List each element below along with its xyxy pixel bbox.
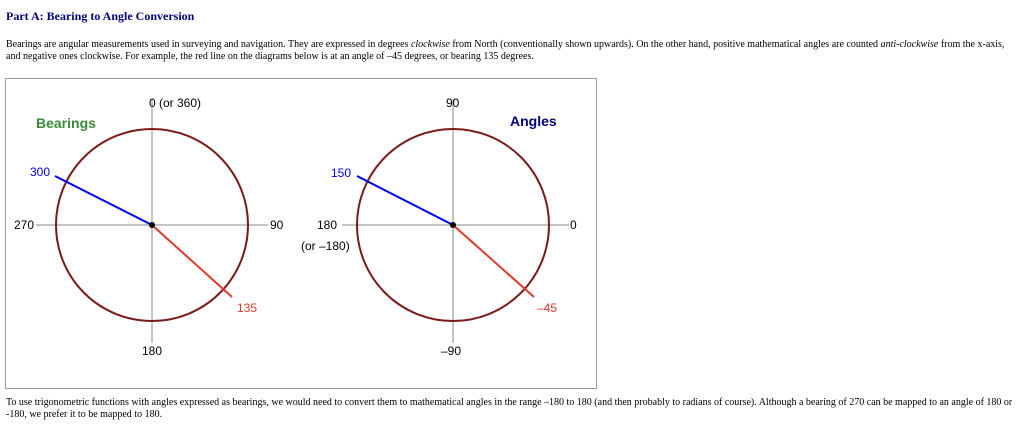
diagram-figure: [5, 78, 597, 389]
page-title: Part A: Bearing to Angle Conversion: [6, 9, 195, 23]
bearings-red-line: [152, 225, 232, 297]
diagram-svg: [6, 79, 596, 388]
bearings-diagram: [14, 96, 284, 358]
intro-text-2: from North (conventionally shown upwards). On the other hand, positive mathematical angles are counted: [449, 39, 881, 50]
bearings-blue-value: 300: [30, 165, 51, 179]
intro-emphasis-clockwise: clockwise: [410, 39, 450, 50]
angles-diagram: [301, 96, 577, 358]
angles-center-dot: [450, 222, 456, 228]
closing-paragraph: To use trigonometric functions with angles expressed as bearings, we would need to convert them to mathematical angles in the range –180 to 180 (and then probably to radians of course). Although a bearing of 270 can be mapped to an angle of 180 or -180, we prefer it to be mapped to 180.: [6, 397, 1013, 420]
angles-red-line: [453, 225, 534, 297]
bearings-label-left: 270: [14, 218, 35, 232]
bearings-red-value: 135: [237, 301, 258, 315]
bearings-label-top: 0 (or 360): [149, 96, 202, 110]
intro-text-1: Bearings are angular measurements used in surveying and navigation. They are expressed in degrees: [6, 39, 411, 50]
intro-emphasis-anticlockwise: anti-clockwise: [880, 39, 939, 50]
intro-paragraph: [6, 39, 1016, 63]
angles-label-top: 90: [446, 96, 460, 110]
angles-blue-value: 150: [331, 166, 352, 180]
angles-red-value: –45: [537, 301, 558, 315]
angles-title: Angles: [510, 113, 557, 129]
angles-label-bottom: –90: [441, 344, 462, 358]
bearings-label-right: 90: [270, 218, 284, 232]
bearings-center-dot: [149, 222, 155, 228]
angles-blue-line: [357, 176, 453, 225]
angles-label-left-alt: (or –180): [301, 239, 350, 253]
angles-label-left: 180: [317, 218, 338, 232]
bearings-title: Bearings: [36, 115, 96, 131]
intro-text-3: from the x-axis, and negative ones clockwise. For example, the red line on the diagrams below is at an angle of –45 degrees, or bearing 135 degrees.: [6, 39, 1005, 62]
bearings-label-bottom: 180: [142, 344, 163, 358]
angles-label-right: 0: [570, 218, 577, 232]
bearings-blue-line: [55, 176, 152, 225]
